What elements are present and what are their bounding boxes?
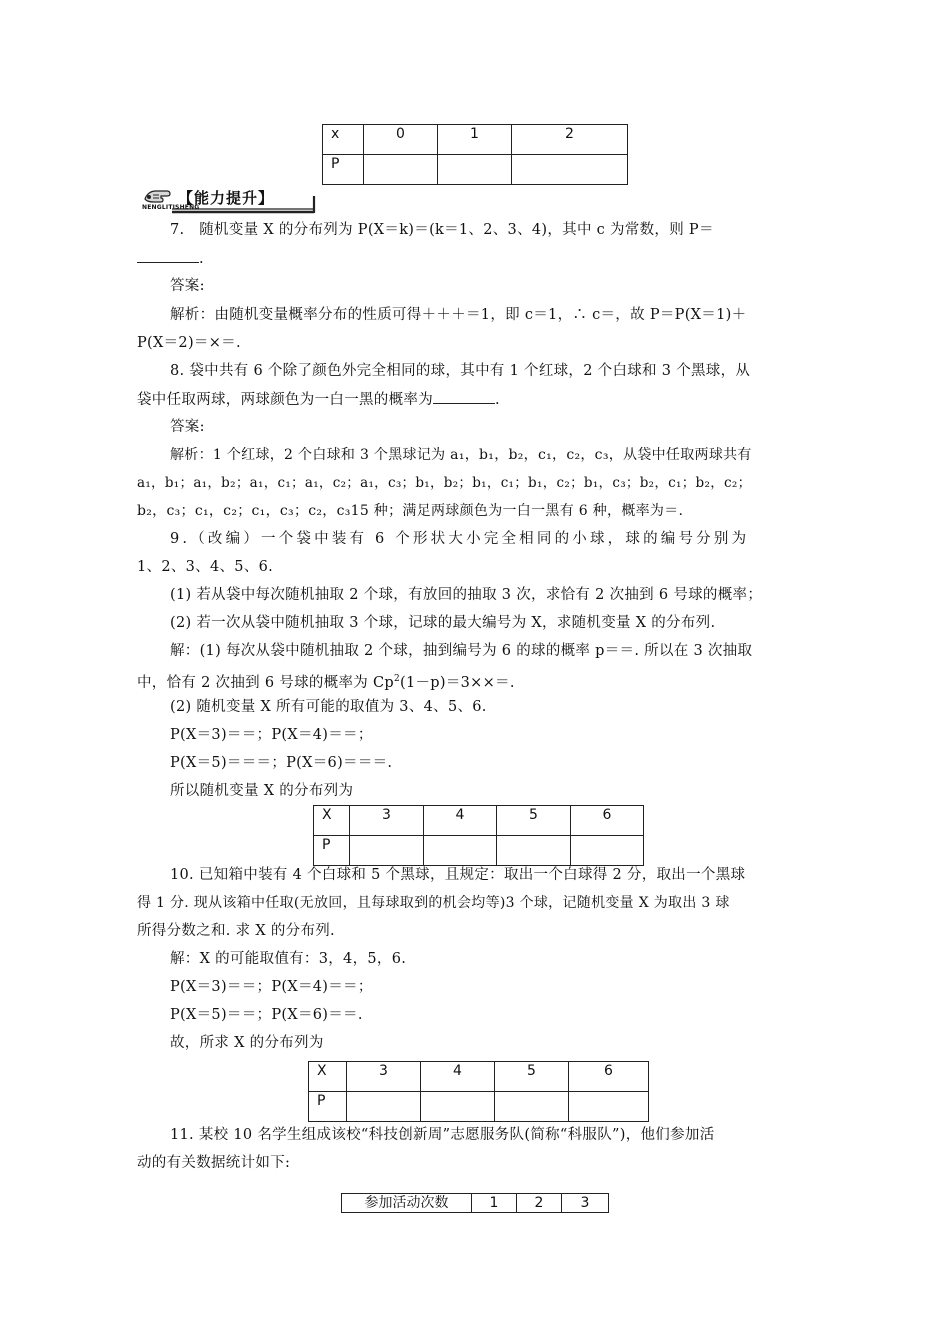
table-row [309, 1092, 649, 1122]
q10-line1: 10. 已知箱中装有 4 个白球和 5 个黑球，且规定：取出一个白球得 2 分，取出一个黑球 [170, 867, 746, 883]
q9-part1: (1) 若从袋中每次随机抽取 2 个球，有放回的抽取 3 次，求恰有 2 次抽到 6 号球的概率； [170, 587, 763, 603]
q8-line2: 袋中任取两球，两球颜色为一白一黑的概率为 . [137, 389, 500, 410]
answer-blank [137, 248, 199, 263]
table-cell: 1 [472, 1194, 517, 1213]
table-cell: X [314, 806, 350, 836]
q11-line1: 11. 某校 10 名学生组成该校“科技创新周”志愿服务队(简称“科服队”)，他们参加活 [170, 1127, 715, 1143]
table-cell: 参加活动次数 [342, 1194, 472, 1213]
table-cell [497, 836, 571, 866]
table-row [314, 836, 644, 866]
q9-solution-line1: 解：(1) 每次从袋中随机抽取 2 个球，抽到编号为 6 的球的概率 p＝＝. 所以在 3 次抽取 [170, 643, 753, 659]
q10-solution-line2: P(X＝3)＝＝；P(X＝4)＝＝； [170, 979, 373, 995]
q7-line2: . [137, 248, 204, 269]
distribution-table-q10 [308, 1061, 649, 1122]
table-cell: x [323, 125, 364, 155]
table-cell: 5 [495, 1062, 569, 1092]
q10-solution-line4: 故，所求 X 的分布列为 [170, 1035, 324, 1051]
banner-label: 【能力提升】 [178, 189, 275, 207]
q8-solution-line1: 解析：1 个红球，2 个白球和 3 个黑球记为 a₁，b₁，b₂，c₁，c₂，c₃，从袋中任取两球共有 [170, 447, 752, 463]
q10-solution-line3: P(X＝5)＝＝；P(X＝6)＝＝. [170, 1007, 363, 1023]
table-cell [569, 1092, 649, 1122]
table-row [323, 125, 628, 155]
distribution-table-top [322, 124, 628, 185]
q9-line1: 9.（改编）一个袋中装有 6 个形状大小完全相同的小球，球的编号分别为 [170, 531, 750, 547]
q9-solution-line4: P(X＝3)＝＝；P(X＝4)＝＝； [170, 727, 373, 743]
q9-solution-line2: 中，恰有 2 次抽到 6 号球的概率为 $Cp^2(1-p)=3\times\times=$. [137, 674, 515, 691]
q7-line1: 7. 随机变量 X 的分布列为 P(X＝k)＝(k＝1、2、3、4)，其中 c 为常数，则 P＝ [170, 222, 714, 238]
table-cell [347, 1092, 421, 1122]
table-cell: 3 [347, 1062, 421, 1092]
answer-blank [433, 389, 495, 404]
table-row [309, 1062, 649, 1092]
q8-line1: 8. 袋中共有 6 个除了颜色外完全相同的球，其中有 1 个红球，2 个白球和 3 个黑球，从 [170, 363, 751, 379]
table-cell [421, 1092, 495, 1122]
q7-solution-line1: 解析：由随机变量概率分布的性质可得＋＋＋＝1，即 c＝1，∴ c＝，故 P＝P(X＝1)＋ [170, 307, 747, 323]
table-cell: 1 [438, 125, 512, 155]
q9-line2: 1、2、3、4、5、6. [137, 559, 274, 575]
table-cell: P [314, 836, 350, 866]
banner-subtitle: NENGLITISHENG [142, 204, 200, 211]
table-cell [512, 155, 628, 185]
table-cell: 4 [424, 806, 497, 836]
q9-solution-line5: P(X＝5)＝＝＝；P(X＝6)＝＝＝. [170, 755, 393, 771]
section-banner [142, 186, 317, 214]
activity-count-table [341, 1193, 609, 1213]
q8-solution-line3: b₂，c₃；c₁，c₂；c₁，c₃；c₂，c₃15 种；满足两球颜色为一白一黑有 6 种，概率为＝. [137, 503, 684, 519]
q10-line2: 得 1 分. 现从该箱中任取(无放回，且每球取到的机会均等)3 个球，记随机变量 X 为取出 3 球 [137, 895, 730, 911]
q8-answer-label: 答案: [170, 419, 205, 435]
table-cell [364, 155, 438, 185]
table-cell: P [323, 155, 364, 185]
q9-solution-line6: 所以随机变量 X 的分布列为 [170, 783, 354, 799]
q7-answer-label: 答案: [170, 278, 205, 294]
table-cell: 2 [512, 125, 628, 155]
table-cell [495, 1092, 569, 1122]
table-cell: 4 [421, 1062, 495, 1092]
table-row [314, 806, 644, 836]
q9-solution-line3: (2) 随机变量 X 所有可能的取值为 3、4、5、6. [170, 699, 487, 715]
table-cell: 6 [571, 806, 644, 836]
table-cell [424, 836, 497, 866]
table-row [323, 155, 628, 185]
q8-solution-line2: a₁，b₁；a₁，b₂；a₁，c₁；a₁，c₂；a₁，c₃；b₁，b₂；b₁，c₁；b₁，c₂；b₁，c₃；b₂，c₁；b₂，c₂； [137, 475, 752, 491]
table-cell: X [309, 1062, 347, 1092]
q9-part2: (2) 若一次从袋中随机抽取 3 个球，记球的最大编号为 X，求随机变量 X 的分布列. [170, 615, 716, 631]
q10-line3: 所得分数之和. 求 X 的分布列. [137, 923, 335, 939]
table-cell [350, 836, 424, 866]
q11-line2: 动的有关数据统计如下: [137, 1155, 291, 1171]
table-cell: 3 [562, 1194, 609, 1213]
banner-underline [142, 186, 317, 214]
table-cell [438, 155, 512, 185]
table-row [342, 1194, 609, 1213]
table-cell: 5 [497, 806, 571, 836]
table-cell: 3 [350, 806, 424, 836]
q10-solution-line1: 解：X 的可能取值有：3，4，5，6. [170, 951, 407, 967]
table-cell: 2 [517, 1194, 562, 1213]
table-cell [571, 836, 644, 866]
table-cell: 0 [364, 125, 438, 155]
q7-solution-line2: P(X＝2)＝×＝. [137, 335, 241, 351]
table-cell: P [309, 1092, 347, 1122]
distribution-table-q9 [313, 805, 644, 866]
table-cell: 6 [569, 1062, 649, 1092]
